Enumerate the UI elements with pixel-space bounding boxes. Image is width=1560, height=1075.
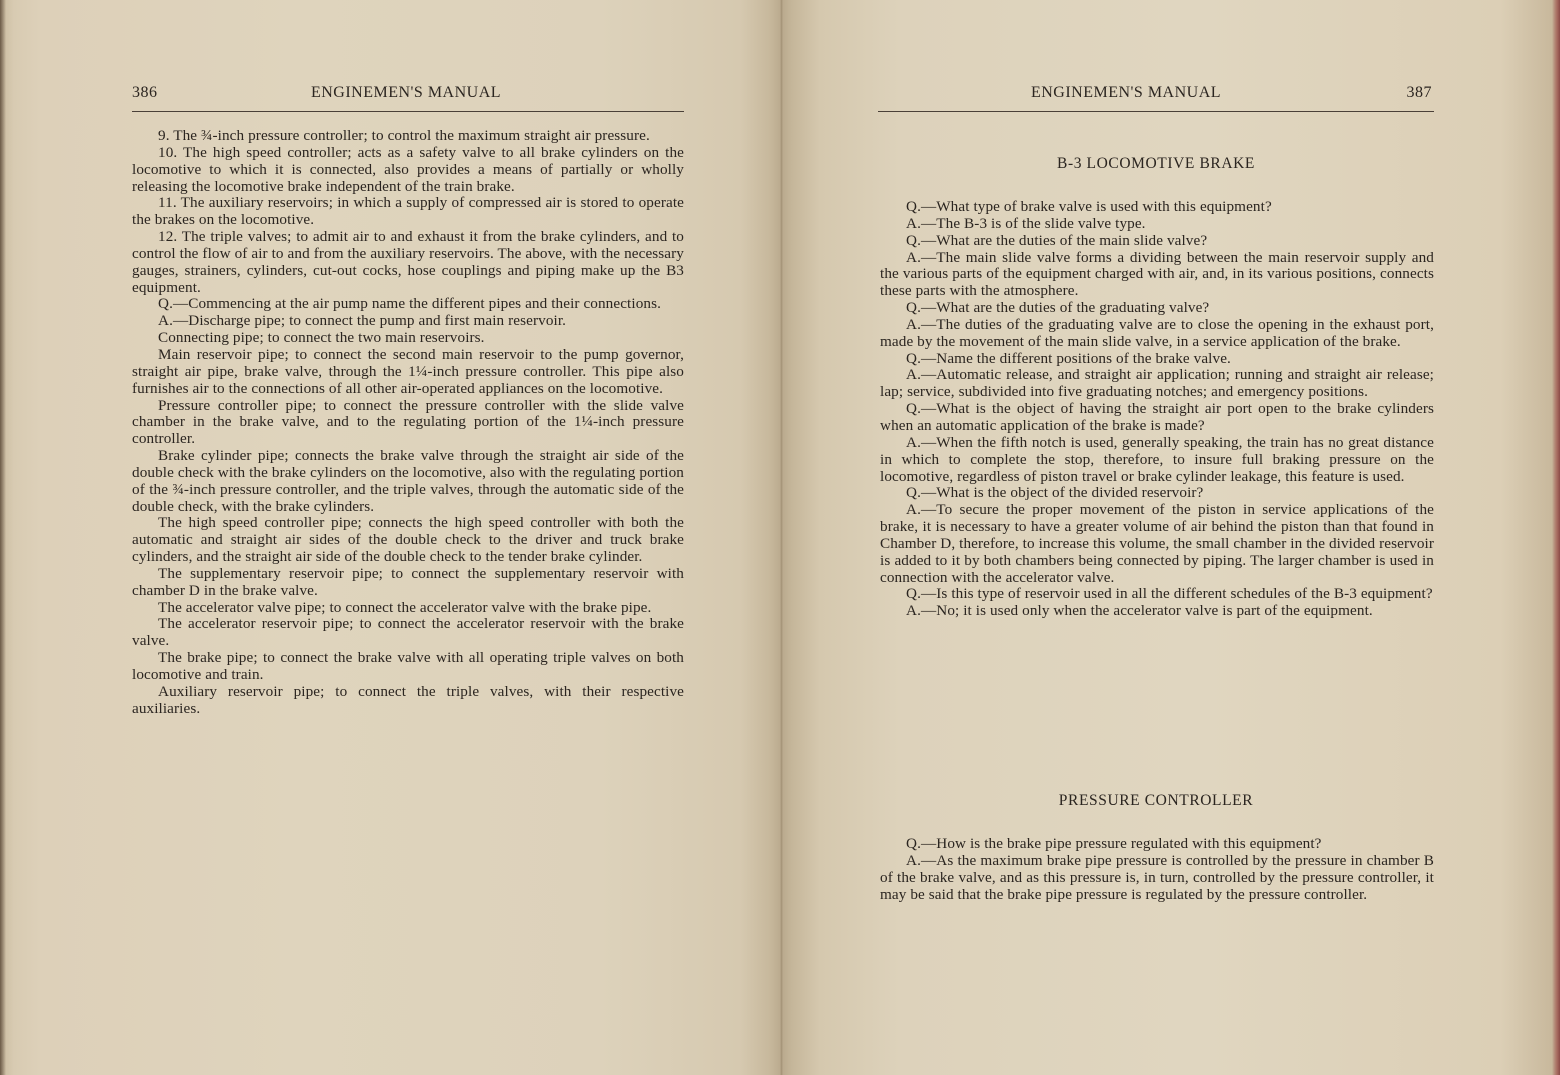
question: Q.—Is this type of reservoir used in all the different schedules of the B-3 equipment? [906, 585, 1433, 603]
page-number: 387 [1406, 84, 1432, 101]
book-cover-edge-left [0, 0, 6, 1075]
answer: A.—As the maximum brake pipe pressure is controlled by the pressure in chamber B of the brake valve, and as this pressure is, in turn, controlled by the pressure controller, it may be said that the brake pipe pressure is regulated by the pressure controller. [880, 851, 1434, 903]
left-page [126, 0, 686, 1075]
paragraph: The high speed controller pipe; connects the high speed controller with both the automatic and straight air sides of the double check to the driver and truck brake cylinders, and the straight air side of the double check to the tender brake cylinder. [132, 514, 684, 566]
question: Q.—What type of brake valve is used with this equipment? [906, 198, 1272, 215]
paragraph: Connecting pipe; to connect the two main reservoirs. [158, 329, 485, 347]
paragraph: Pressure controller pipe; to connect the pressure controller with the slide valve chamber in the brake valve, and to the regulating portion of the 1¼-inch pressure controller. [132, 396, 684, 448]
question: Q.—How is the brake pipe pressure regulated with this equipment? [906, 835, 1322, 852]
paragraph: The accelerator reservoir pipe; to connect the accelerator reservoir with the brake valve. [132, 615, 684, 650]
page-number: 386 [132, 84, 158, 101]
answer: A.—To secure the proper movement of the piston in service applications of the brake, it is necessary to have a greater volume of air behind the piston than that found in Chamber D, therefore, to increase this volume, the small chamber in the divided reservoir is added to it by both chambers being connected by piping. The larger chamber is used in connection with the accelerator valve. [880, 501, 1434, 586]
running-title: ENGINEMEN'S MANUAL [310, 84, 502, 101]
running-title: ENGINEMEN'S MANUAL [1030, 84, 1222, 101]
paragraph: Brake cylinder pipe; connects the brake valve through the straight air side of the double check with the brake cylinders on the locomotive, also with the regulating portion of the ¾-inch pressure controller, and the triple valves, through the automatic side of the double check, with the brake cylinders. [132, 447, 684, 515]
question: Q.—What are the duties of the main slide valve? [906, 231, 1208, 249]
section-heading-pressure-controller: PRESSURE CONTROLLER [1058, 792, 1254, 809]
left-page-header [126, 84, 686, 108]
answer: A.—The main slide valve forms a dividing between the main reservoir supply and the various parts of the equipment charged with air, and, in its various positions, connects these parts with the atmosphere. [880, 248, 1434, 300]
b3-section-body [880, 199, 1434, 620]
question: Q.—What are the duties of the graduating valve? [906, 299, 1210, 317]
answer: A.—When the fifth notch is used, generally speaking, the train has no great distance in which to complete the stop, therefore, to insure full braking pressure on the locomotive, regardless of piston travel or brake cylinder leakage, this feature is used. [880, 433, 1434, 485]
paragraph: Auxiliary reservoir pipe; to connect the triple valves, with their respective auxiliaries. [132, 682, 684, 717]
question: Q.—Name the different positions of the brake valve. [906, 349, 1231, 367]
paragraph: Main reservoir pipe; to connect the second main reservoir to the pump governor, straight air pipe, brake valve, through the 1¼-inch pressure controller. This pipe also furnishes air to the connections of all other air-operated appliances on the locomotive. [132, 345, 684, 397]
right-page [878, 0, 1434, 1075]
question: Q.—What is the object of the divided reservoir? [906, 484, 1204, 502]
paragraph: 12. The triple valves; to admit air to and exhaust it from the brake cylinders, and to control the flow of air to and from the auxiliary reservoirs. The above, with the necessary gauges, strainers, cylinders, cut-out cocks, hose couplings and piping make up the B3 equipment. [132, 228, 684, 296]
paragraph: The supplementary reservoir pipe; to connect the supplementary reservoir with chamber D in the brake valve. [132, 564, 684, 599]
answer: A.—No; it is used only when the accelerator valve is part of the equipment. [906, 602, 1373, 620]
question: Q.—What is the object of having the straight air port open to the brake cylinders when an automatic application of the brake is made? [880, 400, 1434, 434]
paragraph: The accelerator valve pipe; to connect the accelerator valve with the brake pipe. [158, 598, 652, 616]
paragraph: 11. The auxiliary reservoirs; in which a supply of compressed air is stored to operate the brakes on the locomotive. [132, 194, 684, 229]
answer: A.—Automatic release, and straight air application; running and straight air release; lap; service, subdivided into five graduating notches; and emergency positions. [880, 366, 1434, 401]
book-cover-edge-right [1552, 0, 1560, 1075]
answer: A.—The B-3 is of the slide valve type. [906, 214, 1146, 232]
left-page-body [132, 128, 684, 718]
header-rule [132, 111, 684, 112]
pressure-controller-body [880, 836, 1434, 903]
book-gutter [780, 0, 783, 1075]
paragraph: 9. The ¾-inch pressure controller; to control the maximum straight air pressure. [158, 127, 650, 144]
section-heading-b3-locomotive-brake: B-3 LOCOMOTIVE BRAKE [1057, 155, 1255, 172]
question: Q.—Commencing at the air pump name the different pipes and their connections. [158, 295, 661, 313]
right-page-header [878, 84, 1434, 108]
paragraph: 10. The high speed controller; acts as a safety valve to all brake cylinders on the locomotive to which it is connected, also provides a means of partially or wholly releasing the locomotive brake independent of the train brake. [132, 143, 684, 195]
paragraph: The brake pipe; to connect the brake valve with all operating triple valves on both locomotive and train. [132, 649, 684, 683]
answer: A.—Discharge pipe; to connect the pump and first main reservoir. [158, 312, 567, 330]
header-rule [878, 111, 1434, 112]
answer: A.—The duties of the graduating valve are to close the opening in the exhaust port, made by the movement of the main slide valve, in a service application of the brake. [880, 315, 1434, 350]
